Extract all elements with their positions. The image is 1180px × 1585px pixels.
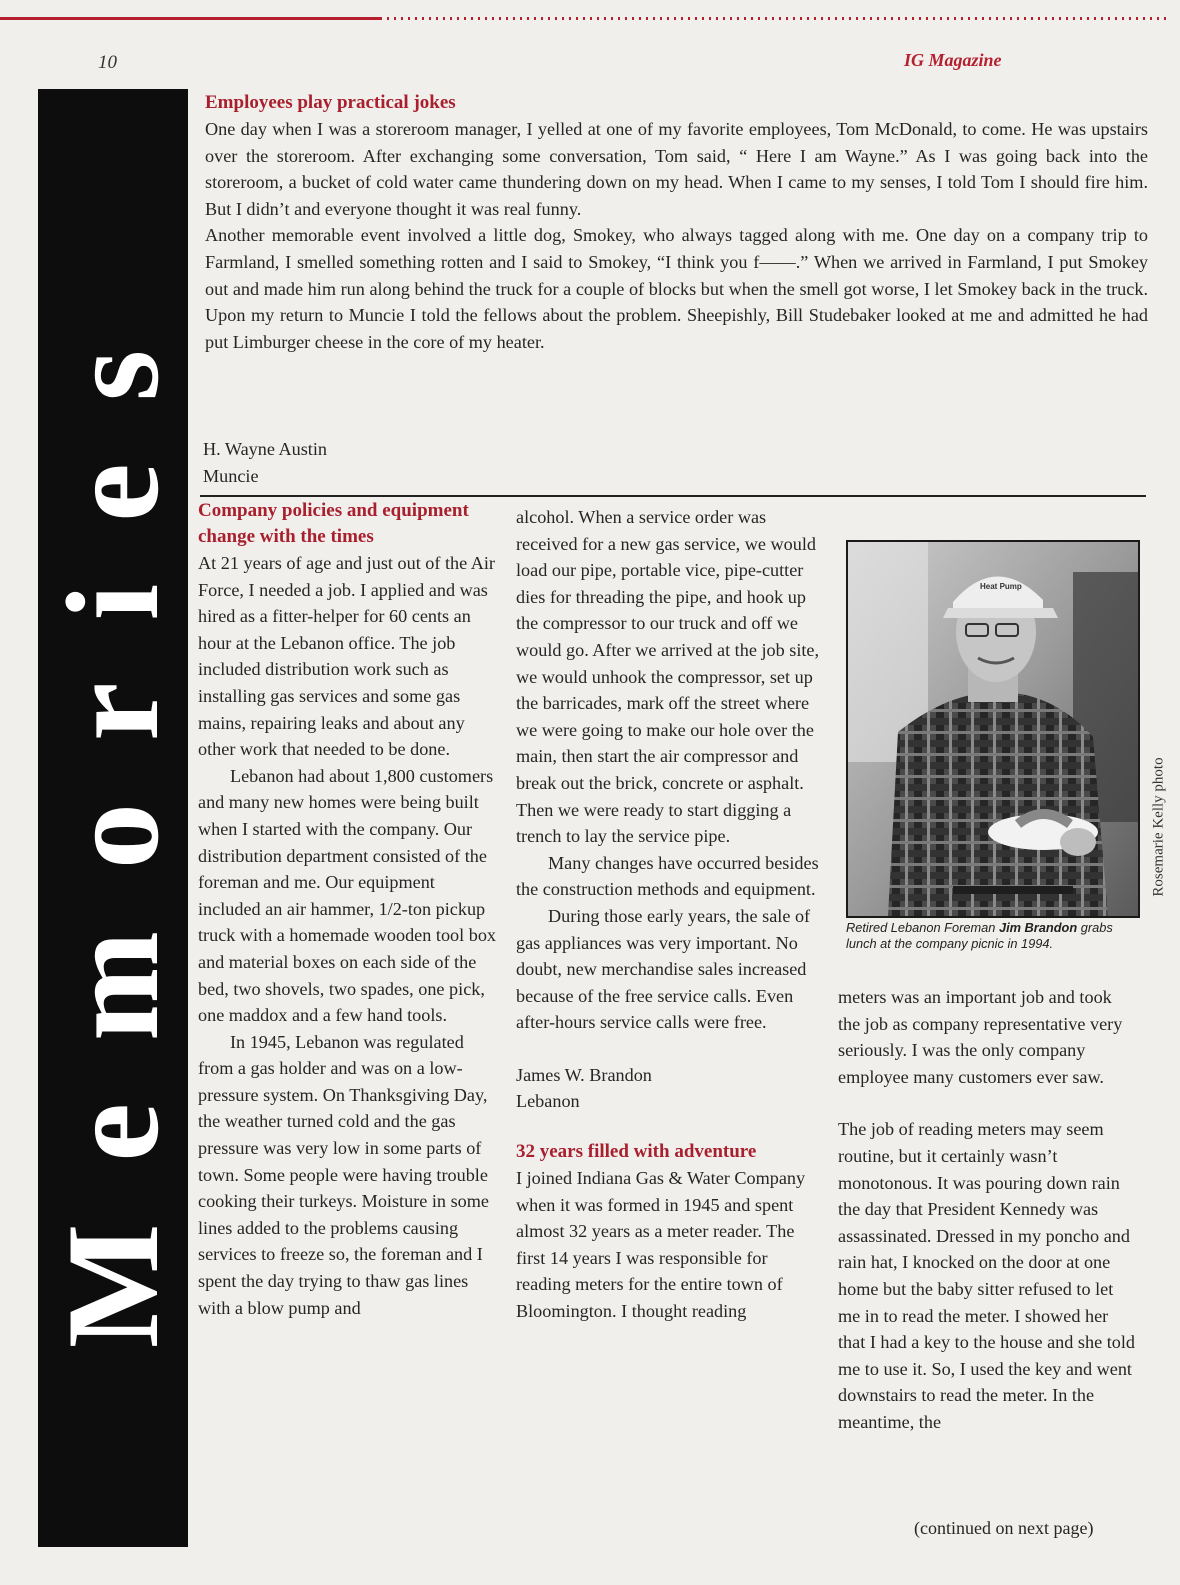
author-location: Lebanon [516,1091,580,1112]
article-paragraph: During those early years, the sale of gas appliances was very important. No doubt, new merchandise sales increased because of the free service calls. Even after-hours service calls were free. [516,905,811,1033]
article-paragraph: Another memorable event involved a little dog, Smokey, who always tagged along with me. One day on a company trip to Farmland, I smelled something rotten and I said to Smokey, “I think you f——.” When we arrived in Farmland, I put Smokey out and made him run along behind the truck for a couple of blocks but when the smell got worse, I let Smokey back in the truck. Upon my return to Muncie I told the fellows about the problem. Sheepishly, Bill Studebaker looked at me and admitted he had put Limburger cheese in the core of my heater. [205,225,1148,352]
column-2 [516,504,822,1325]
photo-caption [846,920,1146,951]
article-heading: Company policies and equipment change with the times [198,500,469,547]
continued-note: (continued on next page) [914,1518,1094,1538]
top-decorative-rule [0,17,1180,20]
magazine-name: IG Magazine [904,50,1002,70]
photo-jim-brandon [846,540,1140,918]
article-heading: Employees play practical jokes [205,92,456,113]
article-paragraph: In 1945, Lebanon was regulated from a gas holder and was on a low-pressure system. On Thanksgiving Day, the weather turned cold and the gas pressure was very low in some parts of town. Some people were having trouble cooking their turkeys. Moisture in some lines added to the problems causing services to freeze so, the foreman and I spent the day trying to thaw gas lines with a blow pump and [198,1031,489,1318]
section-divider [200,495,1146,497]
article-paragraph: At 21 years of age and just out of the Air Force, I needed a job. I applied and was hired as a fitter-helper for 60 cents an hour at the Lebanon office. The job included distribution work such as installing gas services and some gas mains, repairing leaks and about any other work that needed to be done. [198,553,495,760]
article-signature [203,436,327,489]
article-paragraph: Many changes have occurred besides the construction methods and equipment. [516,852,819,900]
photo-credit: Rosemarie Kelly photo [1150,757,1167,897]
column-3 [838,984,1138,1436]
article-paragraph: I joined Indiana Gas & Water Company when it was formed in 1945 and spent almost 32 years as a meter reader. The first 14 years I was responsible for reading meters for the entire town of Bloomington. I thought reading [516,1168,806,1322]
caption-text: grabs lunch at the company picnic in 1994. [846,920,1113,951]
portrait-image [848,542,1138,916]
top-rule-dotted [380,17,1170,20]
page-number: 10 [98,52,117,73]
article-paragraph: One day when I was a storeroom manager, I yelled at one of my favorite employees, Tom McDonald, to come. He was upstairs over the storeroom. After exchanging some conversation, Tom said, “ Here I am Wayne.” As I was going back into the storeroom, a bucket of cold water came thundering down on my head. When I came to my senses, I told Tom I should fire him. But I didn’t and everyone thought it was real funny. [205,119,1148,219]
article-practical-jokes [205,90,1148,355]
column-1 [198,498,498,1321]
cap-logo-text: Heat Pump [980,582,1022,591]
article-paragraph: meters was an important job and took the job as company representative very seriously. I was the only company employee many customers ever saw. [838,987,1123,1087]
article-paragraph: The job of reading meters may seem routine, but it certainly wasn’t monotonous. It was pouring down rain the day that President Kennedy was assassinated. Dressed in my poncho and rain hat, I knocked on the door at one home but the baby sitter refused to let me in to read the meter. I showed her that I had a key to the house and she told me to use it. So, I used the key and went downstairs to read the meter. In the meantime, the [838,1119,1135,1432]
article-paragraph: Lebanon had about 1,800 customers and many new homes were being built when I started with the company. Our distribution department consisted of the foreman and me. Our equipment included an air hammer, 1/2-ton pickup truck with a homemade wooden tool box and material boxes on each side of the bed, two shovels, two spades, one pick, one maddox and a few hand tools. [198,765,497,1026]
author-name: H. Wayne Austin [203,439,327,459]
article-paragraph: alcohol. When a service order was received for a new gas service, we would load our pipe, portable vice, pipe-cutter dies for threading the pipe, and hook up the compressor to our truck and off we would go. After we arrived at the job site, we would unhook the compressor, set up the barricades, mark off the street where we were going to make our hole over the main, then start the air compressor and break out the brick, concrete or asphalt. Then we were ready to start digging a trench to lay the service pipe. [516,507,820,847]
caption-name: Jim Brandon [998,920,1078,935]
article-heading: 32 years filled with adventure [516,1141,757,1163]
top-rule-solid [0,17,380,20]
memories-title: Memories [39,287,186,1349]
author-location: Muncie [203,465,259,486]
author-name: James W. Brandon [516,1064,652,1085]
caption-text: Retired Lebanon Foreman [846,920,999,935]
